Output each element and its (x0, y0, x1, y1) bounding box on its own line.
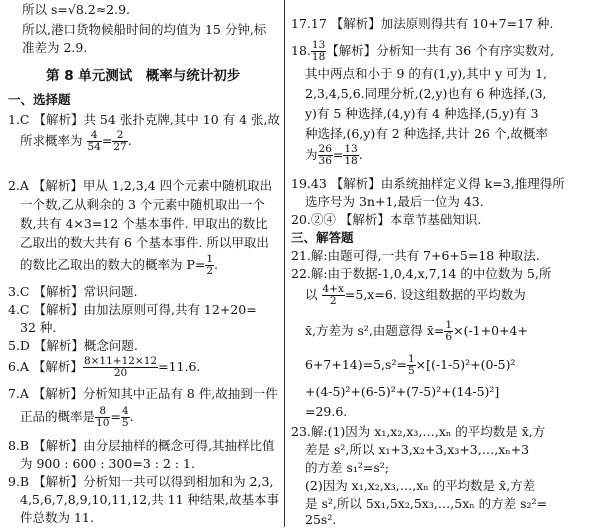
q19-line: 19.43 【解析】由系统抽样定义得 k=3,推理得所 (291, 176, 565, 191)
fraction (95, 406, 110, 429)
denominator: 20 (113, 367, 128, 379)
text-line: 所以,港口货物候船时间的均值为 15 分钟,标 (22, 22, 267, 37)
fraction (343, 144, 358, 167)
fraction (444, 320, 453, 343)
denominator: 5 (121, 417, 129, 429)
q2-line: 2.A 【解析】甲从 1,2,3,4 四个元素中随机取出 (8, 178, 273, 193)
text: ×[(-1-5)²+(0-5)² (415, 357, 516, 372)
numerator: 8×11+12×12 (83, 355, 158, 367)
q18-line (291, 38, 554, 64)
q17-line: 17.17 【解析】加法原则得共有 10+7=17 种. (291, 16, 554, 31)
fraction (205, 254, 214, 277)
q3-line: 3.C 【解析】常识问题. (8, 284, 138, 299)
q23-line: 25s². (305, 512, 337, 527)
denominator: 10 (96, 417, 110, 429)
text: . (214, 257, 219, 272)
denominator: 27 (113, 141, 127, 153)
numerator: 1 (445, 319, 453, 331)
q23-line: 的方差 s₁²=s²; (305, 460, 390, 475)
text: . (129, 409, 134, 424)
numerator: 1 (206, 253, 214, 265)
q1-line (20, 128, 132, 154)
section-heading: 一、选择题 (8, 92, 71, 107)
q4-line: 32 种. (20, 320, 57, 335)
q5-line: 5.D 【解析】概念问题. (8, 338, 138, 353)
q23-line: (2)因为 x₁,x₂,x₃,…,xₙ 的平均数是 x̄,方差 (305, 478, 536, 493)
numerator: 4+x (322, 283, 344, 295)
numerator: 26 (318, 143, 332, 155)
q18-line: 种选择,(6,y)有 2 种选择,共计 26 个,故概率 (305, 126, 548, 141)
text-line: 准差为 2.9. (22, 40, 88, 55)
denominator: 36 (318, 155, 332, 167)
q2-line: 乙取出的数大共有 6 个基本事件. 所以甲取出 (20, 235, 269, 250)
q2-line: 一个数,乙从剩余的 3 个元素中随机取出一个 (20, 197, 265, 212)
text: 6.A 【解析】 (8, 359, 83, 374)
fraction (322, 284, 345, 307)
fraction (407, 354, 416, 377)
q1-line: 1.C 【解析】共 54 张扑克牌,其中 10 有 4 张,故 (8, 112, 281, 127)
q9-line: 件总数为 11. (20, 510, 94, 525)
q23-line: 23.解:(1)因为 x₁,x₂,x₃,…,xₙ 的平均数是 x̄,方 (291, 424, 546, 439)
fraction (87, 130, 102, 153)
text: 正品的概率是 (20, 409, 96, 424)
denominator: 5 (407, 365, 415, 377)
unit-title: 第 8 单元测试 概率与统计初步 (46, 68, 241, 84)
denominator: 18 (344, 155, 358, 167)
q23-line: 差是 s²,所以 x₁+3,x₂+3,x₃+3,…,xₙ+3 (305, 442, 530, 457)
numerator: 4 (121, 405, 129, 417)
fraction (112, 130, 127, 153)
fraction (311, 40, 326, 63)
text-line: 所以 s=√8.2≈2.9. (22, 2, 131, 17)
q22-line (305, 282, 526, 308)
numerator: 1 (407, 353, 415, 365)
text: = (110, 409, 121, 424)
q7-line (20, 404, 134, 430)
numerator: 13 (311, 39, 326, 51)
text: 【解析】分析知一共有 36 个有序实数对, (326, 43, 555, 58)
q21-line: 21.解:由题可得,一共有 7+6+5=18 种取法. (291, 248, 540, 263)
q8-line: 为 900 : 600 : 300=3 : 2 : 1. (20, 456, 195, 471)
fraction (83, 356, 158, 379)
numerator: 2 (112, 130, 127, 142)
numerator: 13 (344, 143, 358, 155)
q18-line: 2,3,4,5,6.同理分析,(2,y)也有 6 种选择,(3, (305, 86, 547, 101)
q6-line (8, 354, 200, 380)
text: x̄,方差为 s²,由题意得 x̄= (305, 323, 445, 338)
denominator: 2 (329, 295, 337, 307)
q2-line (20, 252, 218, 278)
fraction (121, 406, 130, 429)
text: = (101, 133, 113, 148)
q2-line: 数,共有 4×3=12 个基本事件. 甲取出的数比 (20, 216, 268, 231)
q18-line: y)有 5 种选择,(4,y)有 4 种选择,(5,y)有 3 (305, 106, 539, 121)
q22-line: =29.6. (305, 404, 348, 419)
text: ×(-1+0+4+ (453, 323, 528, 338)
text: =5,x=6. 设这组数据的平均数为 (344, 287, 526, 302)
q22-line (305, 352, 515, 378)
text: 的数比乙取出的数大的概率为 P= (20, 257, 206, 272)
q22-line: +(4-5)²+(6-5)²+(7-5)²+(14-5)²] (305, 384, 500, 399)
denominator: 6 (445, 331, 453, 343)
denominator: 54 (87, 141, 101, 153)
section-heading: 三、解答题 (291, 230, 354, 245)
numerator: 8 (95, 406, 110, 418)
q9-line: 9.B 【解析】分析知一共可以得到相加和为 2,3, (8, 474, 274, 489)
text: =11.6. (158, 359, 201, 374)
q22-line (305, 318, 528, 344)
q18-line: 其中两点和小于 9 的有(1,y),其中 y 可为 1, (305, 66, 548, 81)
text: 为 (305, 147, 318, 162)
text: 以 (305, 287, 318, 302)
q7-line: 7.A 【解析】分析知其中正品有 8 件,故抽到一件 (8, 386, 278, 401)
text: 18. (291, 43, 311, 58)
q9-line: 4,5,6,7,8,9,10,11,12,共 11 种结果,故基本事 (20, 492, 280, 507)
text: = (332, 147, 344, 162)
q8-line: 8.B 【解析】由分层抽样的概念可得,其抽样比值 (8, 438, 275, 453)
text: . (358, 147, 363, 162)
text: 所求概率为 (20, 133, 83, 148)
numerator: 4 (87, 130, 102, 142)
fraction (318, 144, 333, 167)
denominator: 18 (311, 51, 326, 63)
text: 6+7+14)=5,s²= (305, 357, 407, 372)
q4-line: 4.C 【解析】由加法原则可得,共有 12+20= (8, 302, 257, 317)
column-divider (284, 0, 285, 527)
q18-line (305, 142, 363, 168)
q23-line: 是 s²,所以 5x₁,5x₂,5x₃,…,5xₙ 的方差 s₂²= (305, 496, 548, 511)
text: . (127, 133, 132, 148)
q19-line: 选序号为 3n+1,最后一位为 43. (305, 194, 484, 209)
q22-line: 22.解:由于数据-1,0,4,x,7,14 的中位数为 5,所 (291, 266, 552, 281)
q20-line: 20.②④ 【解析】本章节基础知识. (291, 212, 482, 227)
denominator: 2 (206, 265, 214, 277)
